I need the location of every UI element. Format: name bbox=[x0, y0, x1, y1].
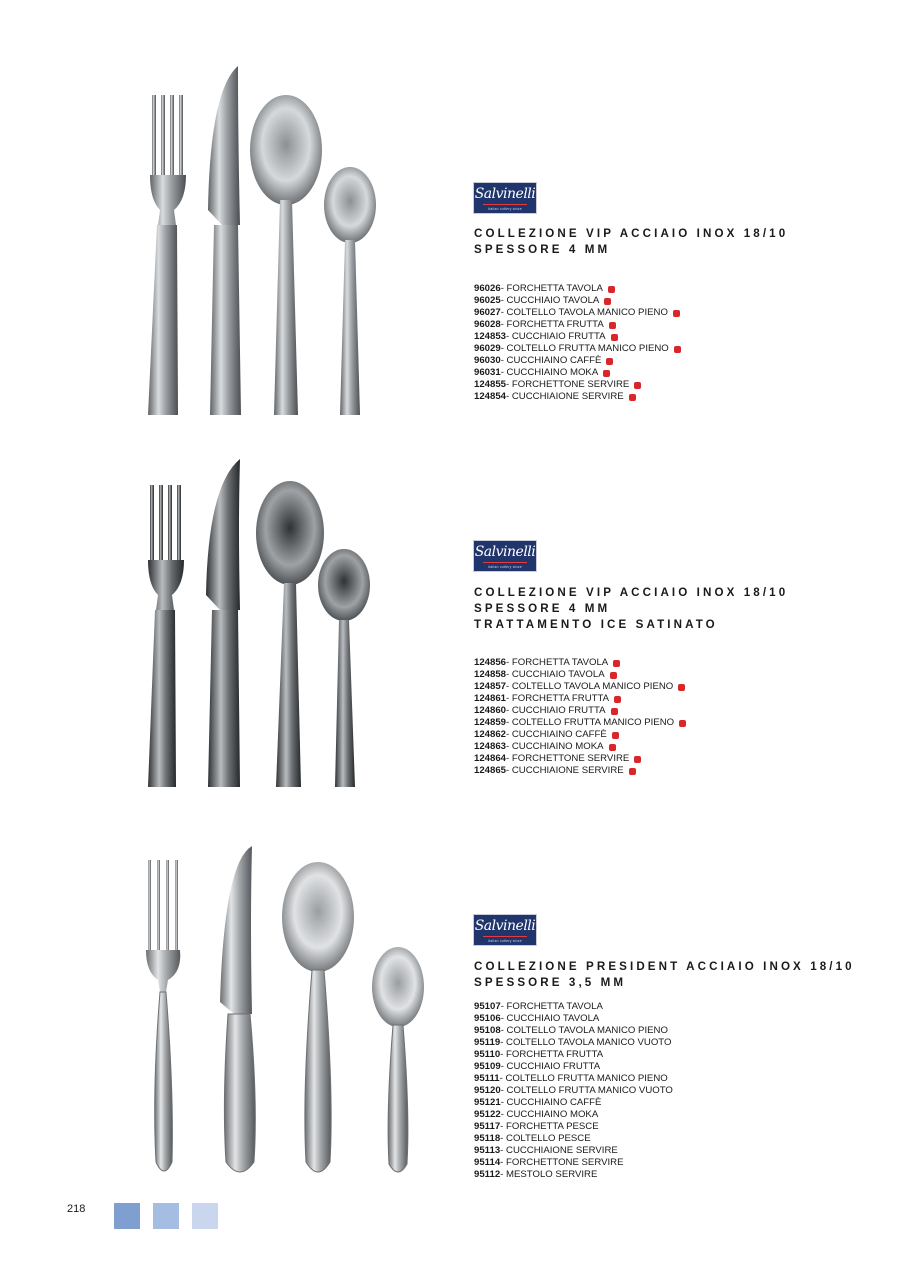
product-row bbox=[474, 367, 681, 379]
collection-title: COLLEZIONE PRESIDENT ACCIAIO INOX 18/10 SPESSORE 3,5 MM bbox=[474, 960, 855, 989]
product-row bbox=[474, 753, 686, 765]
product-name: - COLTELLO FRUTTA MANICO VUOTO bbox=[500, 1085, 673, 1096]
product-row bbox=[474, 1037, 673, 1049]
availability-dot-icon bbox=[611, 334, 618, 341]
availability-dot-icon bbox=[629, 768, 636, 775]
product-row bbox=[474, 1025, 673, 1037]
product-row bbox=[474, 355, 681, 367]
product-name: - CUCCHIAIO TAVOLA bbox=[500, 295, 600, 306]
product-name: - CUCCHIAINO CAFFÈ bbox=[500, 355, 602, 366]
product-name: - CUCCHIAINO MOKA bbox=[500, 367, 599, 378]
product-name: - FORCHETTA TAVOLA bbox=[506, 657, 609, 668]
product-code: 95119 bbox=[474, 1037, 501, 1048]
product-row bbox=[474, 1097, 673, 1109]
product-row bbox=[474, 693, 686, 705]
product-code: 95121 bbox=[474, 1097, 501, 1108]
brand-logo: Salvinelli italian cutlery since bbox=[473, 182, 537, 214]
product-code: 124858 bbox=[474, 669, 507, 680]
product-row bbox=[474, 331, 681, 343]
availability-dot-icon bbox=[629, 394, 636, 401]
availability-dot-icon bbox=[610, 672, 617, 679]
product-name: - CUCCHIAIO FRUTTA bbox=[506, 705, 606, 716]
product-name: - CUCCHIAINO MOKA bbox=[500, 1109, 599, 1120]
product-name: - FORCHETTA FRUTTA bbox=[506, 693, 610, 704]
availability-dot-icon bbox=[678, 684, 685, 691]
product-name: - CUCCHIAIONE SERVIRE bbox=[506, 391, 624, 402]
product-code: 95108 bbox=[474, 1025, 501, 1036]
availability-dot-icon bbox=[674, 346, 681, 353]
availability-dot-icon bbox=[613, 660, 620, 667]
product-row bbox=[474, 1109, 673, 1121]
brand-logo: Salvinelli italian cutlery since bbox=[473, 914, 537, 946]
product-code: 95114 bbox=[474, 1157, 501, 1168]
product-code: 95109 bbox=[474, 1061, 501, 1072]
teaspoon-image bbox=[318, 549, 370, 787]
product-name: - COLTELLO TAVOLA MANICO PIENO bbox=[500, 1025, 668, 1036]
product-row bbox=[474, 765, 686, 777]
product-row bbox=[474, 295, 681, 307]
collection-title: COLLEZIONE VIP ACCIAIO INOX 18/10 SPESSORE 4 MM TRATTAMENTO ICE SATINATO bbox=[474, 586, 789, 631]
product-row bbox=[474, 669, 686, 681]
product-code: 124860 bbox=[474, 705, 507, 716]
product-code: 96031 bbox=[474, 367, 501, 378]
teaspoon-image bbox=[372, 947, 424, 1172]
product-code: 96027 bbox=[474, 307, 501, 318]
availability-dot-icon bbox=[606, 358, 613, 365]
product-code: 95111 bbox=[474, 1073, 500, 1084]
product-code: 95110 bbox=[474, 1049, 501, 1060]
product-name: - FORCHETTA TAVOLA bbox=[500, 283, 603, 294]
knife-image bbox=[208, 66, 241, 415]
availability-dot-icon bbox=[612, 732, 619, 739]
product-code: 96028 bbox=[474, 319, 501, 330]
availability-dot-icon bbox=[679, 720, 686, 727]
product-code: 95113 bbox=[474, 1145, 501, 1156]
product-code: 124863 bbox=[474, 741, 507, 752]
product-code: 96030 bbox=[474, 355, 501, 366]
product-list bbox=[474, 283, 681, 403]
product-row bbox=[474, 1085, 673, 1097]
product-row bbox=[474, 307, 681, 319]
product-row bbox=[474, 1121, 673, 1133]
product-row bbox=[474, 1157, 673, 1169]
product-name: - FORCHETTA FRUTTA bbox=[500, 1049, 604, 1060]
product-name: - CUCCHIAIONE SERVIRE bbox=[500, 1145, 618, 1156]
product-code: 124859 bbox=[474, 717, 507, 728]
product-code: 95122 bbox=[474, 1109, 501, 1120]
product-name: - CUCCHIAINO CAFFÈ bbox=[500, 1097, 602, 1108]
product-name: - COLTELLO TAVOLA MANICO PIENO bbox=[500, 307, 668, 318]
product-code: 124856 bbox=[474, 657, 507, 668]
product-row bbox=[474, 379, 681, 391]
knife-image bbox=[206, 459, 240, 787]
product-name: - COLTELLO FRUTTA MANICO PIENO bbox=[506, 717, 675, 728]
product-name: - COLTELLO TAVOLA MANICO PIENO bbox=[506, 681, 674, 692]
product-name: - COLTELLO PESCE bbox=[500, 1133, 591, 1144]
decorative-square bbox=[114, 1203, 140, 1229]
product-name: - FORCHETTA PESCE bbox=[500, 1121, 599, 1132]
spoon-image bbox=[256, 481, 324, 787]
product-row bbox=[474, 283, 681, 295]
product-name: - FORCHETTONE SERVIRE bbox=[506, 753, 630, 764]
availability-dot-icon bbox=[611, 708, 618, 715]
product-code: 96025 bbox=[474, 295, 501, 306]
product-row bbox=[474, 717, 686, 729]
product-row bbox=[474, 1001, 673, 1013]
product-list bbox=[474, 657, 686, 777]
spoon-image bbox=[250, 95, 322, 415]
collection-title: COLLEZIONE VIP ACCIAIO INOX 18/10 SPESSORE 4 MM bbox=[474, 227, 789, 256]
product-name: - COLTELLO FRUTTA MANICO PIENO bbox=[500, 343, 669, 354]
product-code: 95107 bbox=[474, 1001, 501, 1012]
product-list bbox=[474, 1001, 673, 1181]
availability-dot-icon bbox=[609, 322, 616, 329]
product-name: - FORCHETTA TAVOLA bbox=[500, 1001, 603, 1012]
product-code: 124861 bbox=[474, 693, 507, 704]
product-name: - CUCCHIAIO TAVOLA bbox=[506, 669, 605, 680]
availability-dot-icon bbox=[614, 696, 621, 703]
product-name: - FORCHETTONE SERVIRE bbox=[500, 1157, 624, 1168]
availability-dot-icon bbox=[609, 744, 616, 751]
product-row bbox=[474, 319, 681, 331]
fork-image bbox=[146, 860, 180, 1171]
product-code: 95117 bbox=[474, 1121, 501, 1132]
product-code: 95112 bbox=[474, 1169, 501, 1180]
fork-image bbox=[148, 95, 186, 415]
availability-dot-icon bbox=[603, 370, 610, 377]
product-name: - COLTELLO FRUTTA MANICO PIENO bbox=[499, 1073, 668, 1084]
availability-dot-icon bbox=[634, 382, 641, 389]
knife-image bbox=[220, 846, 255, 1172]
product-row bbox=[474, 657, 686, 669]
product-name: - FORCHETTONE SERVIRE bbox=[506, 379, 630, 390]
product-row bbox=[474, 1061, 673, 1073]
availability-dot-icon bbox=[604, 298, 611, 305]
decorative-square bbox=[192, 1203, 218, 1229]
product-code: 95106 bbox=[474, 1013, 501, 1024]
availability-dot-icon bbox=[673, 310, 680, 317]
product-name: - COLTELLO TAVOLA MANICO VUOTO bbox=[500, 1037, 672, 1048]
brand-logo: Salvinelli italian cutlery since bbox=[473, 540, 537, 572]
product-row bbox=[474, 1133, 673, 1145]
product-name: - CUCCHIAINO MOKA bbox=[506, 741, 604, 752]
product-name: - CUCCHIAIO FRUTTA bbox=[500, 1061, 601, 1072]
product-code: 95120 bbox=[474, 1085, 501, 1096]
product-code: 124857 bbox=[474, 681, 507, 692]
product-row bbox=[474, 1073, 673, 1085]
product-row bbox=[474, 1013, 673, 1025]
product-code: 95118 bbox=[474, 1133, 501, 1144]
product-code: 124865 bbox=[474, 765, 507, 776]
fork-image bbox=[148, 485, 184, 787]
teaspoon-image bbox=[324, 167, 376, 415]
product-name: - CUCCHIAIO TAVOLA bbox=[500, 1013, 600, 1024]
product-name: - FORCHETTA FRUTTA bbox=[500, 319, 604, 330]
product-row bbox=[474, 681, 686, 693]
product-code: 124855 bbox=[474, 379, 507, 390]
product-row bbox=[474, 1145, 673, 1157]
product-name: - CUCCHIAIO FRUTTA bbox=[506, 331, 606, 342]
cutlery-photo-vip bbox=[130, 60, 380, 425]
product-name: - CUCCHIAIONE SERVIRE bbox=[506, 765, 624, 776]
product-row bbox=[474, 705, 686, 717]
cutlery-photo-president bbox=[128, 842, 438, 1187]
product-row bbox=[474, 741, 686, 753]
product-code: 96029 bbox=[474, 343, 501, 354]
product-code: 124864 bbox=[474, 753, 507, 764]
product-code: 96026 bbox=[474, 283, 501, 294]
spoon-image bbox=[282, 862, 354, 1172]
cutlery-photo-vip-ice bbox=[130, 455, 380, 800]
product-code: 124854 bbox=[474, 391, 507, 402]
product-code: 124853 bbox=[474, 331, 507, 342]
availability-dot-icon bbox=[634, 756, 641, 763]
product-name: - CUCCHIAINO CAFFÈ bbox=[506, 729, 607, 740]
product-row bbox=[474, 343, 681, 355]
product-name: - MESTOLO SERVIRE bbox=[500, 1169, 598, 1180]
product-row bbox=[474, 391, 681, 403]
product-row bbox=[474, 1049, 673, 1061]
product-row bbox=[474, 729, 686, 741]
decorative-square bbox=[153, 1203, 179, 1229]
page-number: 218 bbox=[67, 1203, 86, 1215]
product-code: 124862 bbox=[474, 729, 507, 740]
availability-dot-icon bbox=[608, 286, 615, 293]
product-row bbox=[474, 1169, 673, 1181]
